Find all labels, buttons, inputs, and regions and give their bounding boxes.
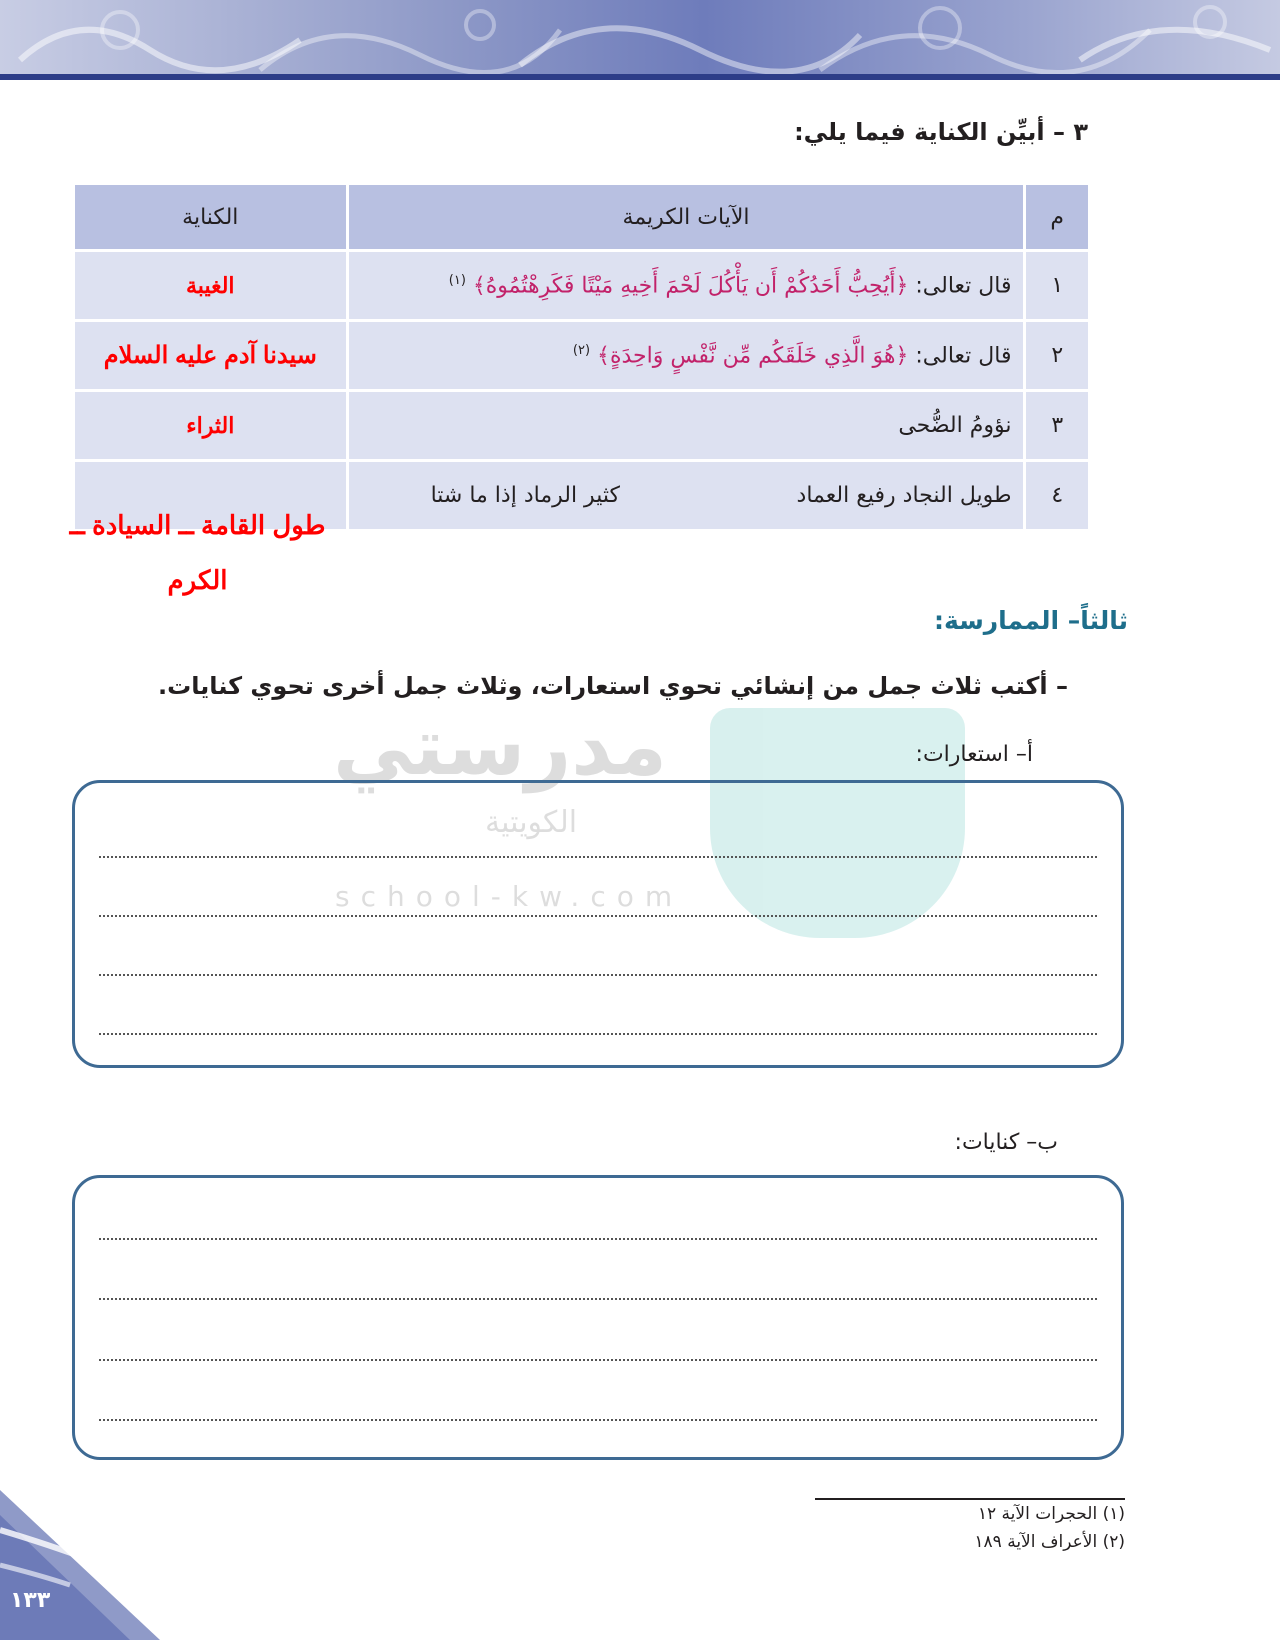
corner-decoration [0, 1490, 160, 1640]
verse-cell [349, 322, 1024, 389]
footnote-divider [815, 1498, 1125, 1500]
verse-prefix: قال تعالى: [915, 273, 1012, 299]
row-num: ١ [1026, 252, 1088, 319]
kinaya-table [72, 182, 1091, 532]
footnote-ref: (١) [448, 272, 466, 288]
row-num: ٤ [1026, 462, 1088, 529]
footnote-1: (١) الحجرات الآية ١٢ [977, 1504, 1125, 1524]
calligraphy-pattern [0, 0, 1280, 80]
metaphors-answer-box[interactable] [72, 780, 1124, 1068]
answer-text: الغيبة [75, 252, 346, 319]
watermark-subtitle: الكويتية [485, 805, 578, 840]
subheading-kinayat: ب– كنايات: [954, 1130, 1058, 1155]
row-num: ٣ [1026, 392, 1088, 459]
answer-line[interactable] [99, 915, 1097, 917]
table-row [75, 392, 1088, 459]
header-num: م [1026, 185, 1088, 249]
subheading-metaphors: أ– استعارات: [915, 742, 1033, 767]
page-number: ١٣٣ [10, 1588, 51, 1613]
table-header-row [75, 185, 1088, 249]
header-kinaya: الكناية [75, 185, 346, 249]
answer-text: طول القامة ــ السيادة ــ الكرم [69, 510, 326, 595]
answer-line[interactable] [99, 1419, 1097, 1421]
hemistich-second: كثير الرماد إذا ما شتا [430, 483, 620, 508]
banner-underline [0, 74, 1280, 80]
poem-cell [349, 462, 1024, 529]
answer-line[interactable] [99, 1033, 1097, 1035]
hemistich-first: طويل النجاد رفيع العماد [796, 483, 1012, 508]
answer-line[interactable] [99, 1359, 1097, 1361]
verse-quote: ﴿هُوَ الَّذِي خَلَقَكُم مِّن نَّفْسٍ وَاحِدَةٍ﴾ [597, 343, 909, 369]
row-num: ٢ [1026, 322, 1088, 389]
watermark-name: مدرستي [332, 700, 668, 793]
watermark-url: school-kw.com [335, 880, 684, 913]
section-title: ثالثاً– الممارسة: [934, 606, 1128, 635]
top-banner [0, 0, 1280, 80]
answer-line[interactable] [99, 1298, 1097, 1300]
answer-line[interactable] [99, 856, 1097, 858]
footnote-2: (٢) الأعراف الآية ١٨٩ [974, 1532, 1125, 1552]
footnote-ref: (٢) [572, 342, 591, 358]
verse-quote: ﴿أَيُحِبُّ أَحَدُكُمْ أَن يَأْكُلَ لَحْمَ أَخِيهِ مَيْتًا فَكَرِهْتُمُوهُ﴾ [472, 273, 909, 299]
answer-text: سيدنا آدم عليه السلام [75, 322, 346, 389]
header-verses: الآيات الكريمة [349, 185, 1024, 249]
verse-cell [349, 252, 1024, 319]
kinayat-answer-box[interactable] [72, 1175, 1124, 1460]
answer-line[interactable] [99, 974, 1097, 976]
verse-cell: نؤومُ الضُّحى [349, 392, 1024, 459]
answer-text: الثراء [75, 392, 346, 459]
answer-line[interactable] [99, 1238, 1097, 1240]
table-row [75, 322, 1088, 389]
verse-prefix: قال تعالى: [915, 343, 1012, 369]
question-title: ٣ – أبيِّن الكناية فيما يلي: [794, 118, 1088, 146]
instruction: – أكتب ثلاث جمل من إنشائي تحوي استعارات، وثلاث جمل أخرى تحوي كنايات. [158, 672, 1068, 700]
table-row [75, 252, 1088, 319]
